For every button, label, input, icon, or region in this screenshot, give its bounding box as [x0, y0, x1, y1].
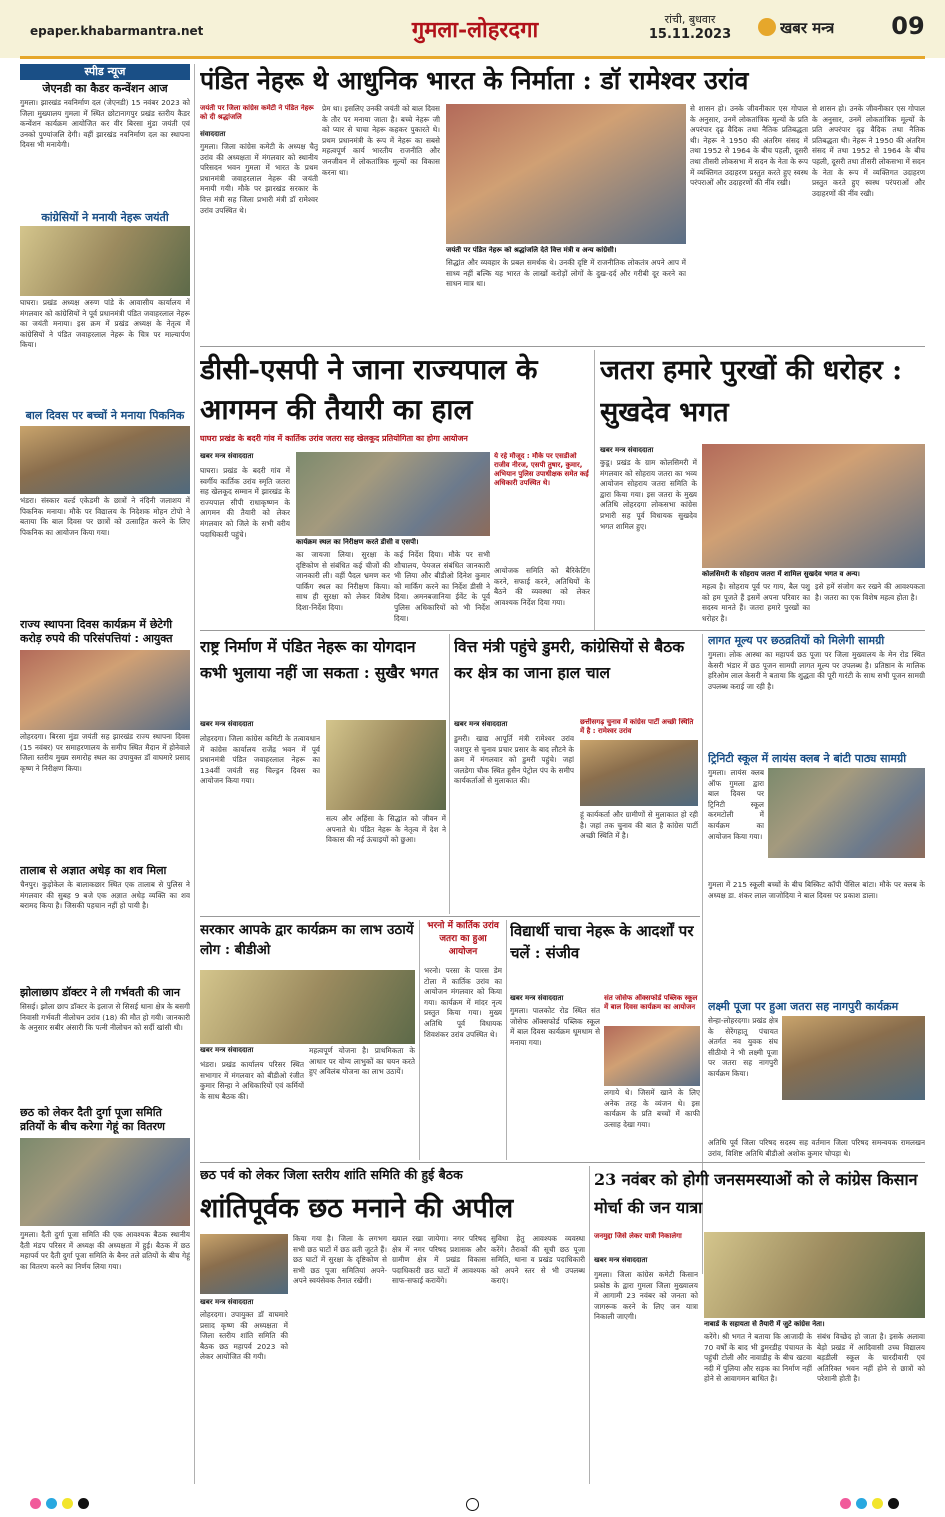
nehru2-byline: खबर मन्त्र संवाददाता: [200, 720, 254, 728]
jac-text: गुमला। झारखंड नवनिर्माण दल (जेएनडी) 15 नवंबर 2023 को जिला मुख्यालय गुमला में स्थित छोटानागपुर प्रखंड स्तरीय कैडर कन्वेंशन कार्यक्रम आयोजित कर वीर बिरसा मुंडा जयंती एवं उनको पुण्यांजलि देगी। वहीं झारखंड नवनिर्माण दल का स्थापना दिवस भी मनायेगी।: [20, 98, 190, 150]
peace-right-rule: [589, 1166, 590, 1484]
registration-dot-icon: [856, 1498, 867, 1509]
footer-registration-marks: [0, 1490, 945, 1517]
student-text-col1: गुमला। पालकोट रोड स्थित संत जोसेफ ऑक्सफोर्ड पब्लिक स्कूल में बाल दिवस कार्यक्रम धूमधाम से मनाया गया।: [510, 1006, 600, 1047]
congress-text: घाघरा। प्रखंड अध्यक्ष अरुण पांडे के आवासीय कार्यालय में मंगलवार को कांग्रेसियों ने पूर्व प्रधानमंत्री पंडित जवाहरलाल नेहरू का जयंती मनाया। इस क्रम में प्रखंड अध्यक्ष के नेतृत्व में कांग्रेसियों ने पंडित जवाहरलाल नेहरू के चित्र पर माल्यार्पण किया।: [20, 298, 190, 350]
dcsp-photo: [296, 452, 490, 536]
sarkar-text-col1: भंडरा। प्रखंड कार्यालय परिसर स्थित सभागार में मंगलवार को बीडीओ रंजीत कुमार सिन्हा ने अधिकारियों एवं कर्मियों के साथ बैठक की।: [200, 1060, 304, 1101]
cost-headline: लागत मूल्य पर छठव्रतियों को मिलेगी सामग्री: [708, 634, 885, 647]
sarkar-photo: [200, 970, 415, 1044]
speed-news-label: स्पीड न्यूज: [20, 64, 190, 80]
registration-dot-icon: [78, 1498, 89, 1509]
brand-logo-icon: [758, 18, 776, 36]
trinity-photo: [768, 768, 925, 858]
sarkar-right-rule: [419, 920, 420, 1160]
dcsp-side-caption: ये रहे मौजूद : मौके पर एसडीओ राजीव नीरज, एसपी तुषार, कुमार, अभियान पुलिस उपाधीक्षक समेत कई अधिकारी उपस्थित थे।: [494, 452, 589, 487]
jatra-photo: [702, 444, 925, 568]
mid-rule-2: [200, 916, 700, 917]
left-column: [20, 64, 190, 1484]
kisan-text-col2: करेंगे। श्री भगत ने बताया कि आजादी के 70 वर्षों के बाद भी डुमरडीह पंचायत के पहुंची टोली और नावाडीह के बीच खटवा नदी में पुलिया और सड़क का निर्माण नहीं होने से आवागमन बाधित है।: [704, 1332, 812, 1384]
lead-text-col2: प्रेम था। इसलिए उनकी जयंती को बाल दिवस के तौर पर मनाया जाता है। बच्चे नेहरू जी को प्यार से चाचा नेहरू कहकर पुकारते थे। प्रथम प्रधानमंत्री के रूप में नेहरू का सबसे महत्वपूर्ण कार्य भारतीय राजनीति और जनजीवन में लोकतांत्रिक मूल्यों का विकास करना था।: [322, 104, 440, 177]
left-column-rule: [194, 64, 195, 1484]
peace-text-col3: ख्याल रखा जायेगा। नगर परिषद क्षेत्र में नगर परिषद प्रशासक और ग्रामीण क्षेत्र में प्रखंड विकास पदाधिकारी छठ घाटों में आवश्यक साफ-सफाई करायेंगे।: [392, 1234, 486, 1286]
lakshmi-headline: लक्ष्मी पूजा पर हुआ जतरा सह नागपुरी कार्यक्रम: [708, 1000, 899, 1013]
chhath-left-text: गुमला। दैती दुर्गा पूजा समिति की एक आवश्यक बैठक स्थानीय दैती मंडप परिसर में अध्यक्ष की अध्यक्षता में हुई। बैठक में छठ महापर्व पर दैती दुर्गा पूजा समिति के बैनर तले व्रतियों के बीच गेहूं का वितरण करने का निर्णय लिया गया।: [20, 1230, 190, 1271]
pond-headline: तालाब से अज्ञात अधेड़ का शव मिला: [20, 864, 167, 877]
congress-photo: [20, 226, 190, 296]
state-photo: [20, 650, 190, 730]
date-location: [630, 12, 750, 42]
peace-text-col1: लोहरदगा। उपायुक्त डॉ वाघमारे प्रसाद कृष्ण की अध्यक्षता में जिला स्तरीय शांति समिति की बैठक छठ महापर्व 2023 को लेकर आयोजित की गयी।: [200, 1310, 288, 1362]
lead-text-col3: सिद्धांत और व्यवहार के प्रबल समर्थक थे। उनकी दृष्टि में राजनीतिक लोकतंत्र अपने आप में साध्य नहीं बल्कि यह भारत के लाखों करोड़ों लोगों के दुख-दर्द और गरीबी दूर करने का साधन मात्र था।: [446, 258, 686, 289]
lead-text-col1: गुमला। जिला कांग्रेस कमेटी के अध्यक्ष चैतू उरांव की अध्यक्षता में मंगलवार को स्थानीय परिसदन भवन गुमला में भारत के प्रथम प्रधानमंत्री जवाहरलाल नेहरू की जयंती मनायी गयी। मौके पर झारखंड सरकार के वित्त मंत्री सह जिला प्रभारी मंत्री डॉ रामेश्वर उरांव उपस्थित थे।: [200, 142, 318, 215]
sarkar-byline: खबर मन्त्र संवाददाता: [200, 1046, 254, 1054]
sarkar-text-col2: महत्वपूर्ण योजना है। प्राथमिकता के आधार पर योग्य लाभुकों का चयन करते हुए अविलंब योजना का लाभ उठायें।: [309, 1046, 415, 1077]
lead-subheadline: जयंती पर जिला कांग्रेस कमेटी ने पंडित नेहरू को दी श्रद्धांजलि: [200, 104, 314, 121]
lead-byline: संवाददाता: [200, 130, 226, 138]
registration-dot-icon: [62, 1498, 73, 1509]
sarkar-headline: सरकार आपके द्वार कार्यक्रम का लाभ उठायें लोग : बीडीओ: [200, 922, 414, 958]
peace-text-col2: किया गया है। जिला के लगभग सभी छठ घाटों में छठ व्रती जुटते हैं। छठ घाटों में सुरक्षा के दृष्टिकोण से सभी छठ पूजा समितियां अपने-अपने स्वयंसेवक तैनात रखेंगी।: [293, 1234, 387, 1286]
lakshmi-text-col2: अतिथि पूर्व जिला परिषद सदस्य सह वर्तमान जिला परिषद समन्वयक रामलखन उरांव, विशिष्ट अतिथि बीडीओ अशोक कुमार चोपड़ा थे।: [708, 1138, 925, 1158]
dcsp-headline: डीसी-एसपी ने जाना राज्यपाल के आगमन की तैयारी का हाल: [200, 353, 538, 426]
nehru2-text-col2: सत्य और अहिंसा के सिद्धांत को जीवन में अपनाते थे। पंडित नेहरू के नेतृत्व में देश ने विकास की नई ऊंचाइयों को छुआ।: [326, 814, 446, 845]
children-text: भंडरा। संस्कार वर्ल्ड एकेडमी के छात्रों ने नंदिनी जलाशय में पिकनिक मनाया। मौके पर विद्यालय के निदेशक मोहन टोपो ने बताया कि बाल दिवस पर छात्रों को उत्साहित करने के लिए पिकनिक का आयोजन किया गया।: [20, 496, 190, 537]
registration-dot-icon: [872, 1498, 883, 1509]
kisan-subheadline: जनमुद्दा जिसे लेकर यात्री निकालेगा: [594, 1232, 682, 1240]
jatra-text-col1: कुडू। प्रखंड के ग्राम कोलसिमरी में मंगलवार को सोहराय जतरा का भव्य आयोजन सोहराय जतरा समिति के द्वारा किया गया। इस जतरा के मुख्य अतिथि लोहरदगा लोकसभा कांग्रेस प्रभारी सह पूर्व विधायक सुखदेव भगत शामिल हुए।: [600, 458, 697, 531]
kisan-text-col3: संबंध विच्छेद हो जाता है। इसके अलावा बेड़ो प्रखंड में आदिवासी उच्च विद्यालय बड़डीली स्कूल के चारदीवारी एवं अतिरिक्त भवन नहीं होने से छात्रों को परेशानी होती है।: [817, 1332, 925, 1384]
finance-subheadline: छत्तीसगढ़ चुनाव में कांग्रेस पार्टी अच्छी स्थिति में है : रामेश्वर उरांव: [580, 718, 694, 735]
dcsp-strap: घाघरा प्रखंड के बदरी गांव में कार्तिक उरांव जतरा सह खेलकूद प्रतियोगिता का होगा आयोजन: [200, 434, 468, 443]
registration-dot-icon: [46, 1498, 57, 1509]
registration-dot-icon: [30, 1498, 41, 1509]
peace-headline: शांतिपूर्वक छठ मनाने की अपील: [200, 1193, 514, 1224]
children-kicker: बाल दिवस पर बच्चों ने मनाया पिकनिक: [20, 408, 190, 424]
dcsp-text-col3: कई निर्देश दिया। मौके पर सभी शौचालय, पेयजल संबंधित जानकारी भी लिया और बीडीओ दिनेश कुमार को मार्किंग करने का निर्देश डीसी ने दिया। अमनबजानिया ईवेंट के पूर्व पुलिस अधिकारियों को भी निर्देश दिया।: [394, 550, 490, 623]
nehru2-photo: [326, 720, 446, 810]
lead-photo-caption: जयंती पर पंडित नेहरू को श्रद्धांजलि देते वित्त मंत्री व अन्य कांग्रेसी।: [446, 246, 617, 254]
kisan-byline: खबर मन्त्र संवाददाता: [594, 1256, 648, 1264]
city-day: रांची, बुधवार: [664, 13, 716, 26]
finance-photo: [580, 740, 698, 806]
nehru2-text-col1: लोहरदगा। जिला कांग्रेस कमिटी के तत्वावधान में कांग्रेस कार्यालय राजेंद्र भवन में पूर्व प्रधानमंत्री पंडित जवाहरलाल नेहरू का 134वीं जयंती सह चिल्ड्रन दिवस का आयोजन किया गया।: [200, 734, 320, 786]
student-caption: संत जोसेफ ऑक्सफोर्ड पब्लिक स्कूल में बाल दिवस कार्यक्रम का आयोजन: [604, 994, 698, 1011]
kisan-photo: [704, 1232, 925, 1318]
lakshmi-text-col1: सेन्हा-लोहरदगा। प्रखंड क्षेत्र के सेरेंगहातू पंचायत अंतर्गत नव युवक संघ सीठीयो ने भी लक्ष्मी पूजा पर जतरा सह नागपुरी कार्यक्रम किया।: [708, 1016, 778, 1078]
lead-headline: पंडित नेहरू थे आधुनिक भारत के निर्माता : डॉ रामेश्वर उरांव: [200, 66, 749, 95]
jatra-headline: जतरा हमारे पुरखों की धरोहर : सुखदेव भगत: [600, 355, 903, 428]
finance-headline: वित्त मंत्री पहुंचे डुमरी, कांग्रेसियों से बैठक कर क्षेत्र का जाना हाल चाल: [454, 637, 685, 682]
peace-text-col4: सुविधा हेतु आवश्यक व्यवस्था करेंगे। तैराकों की सूची छठ पूजा समिति, थाना व प्रखंड पदाधिकारी को अपने स्तर से भी उपलब्ध कराएं।: [491, 1234, 585, 1286]
finance-text-col1: डुमरी। खाद्य आपूर्ति मंत्री रामेश्वर उरांव जशपुर से चुनाव प्रचार प्रसार के बाद लौटने के क्रम में मंगलवार को डुमरी पहुंचे। जहां जलडेगा चौक स्थित हुसैन पेट्रोल पंप के समीप कार्यकर्ताओं से मुलाकात की।: [454, 734, 574, 786]
finance-byline: खबर मन्त्र संवाददाता: [454, 720, 508, 728]
bharno-headline: भरनो में कार्तिक उरांव जतरा का हुआ आयोजन: [427, 921, 499, 957]
section-title: गुमला-लोहरदगा: [411, 17, 539, 43]
jac-headline: जेएनडी का कैडर कन्वेंशन आज: [42, 82, 168, 95]
header-rule: [20, 56, 925, 59]
dcsp-text-col2: का जायजा लिया। सुरक्षा के दृष्टिकोण से संबंधित कई चीजों की जानकारी ली। वहीं पैदल भ्रमण कर पार्किंग स्थल का निरीक्षण किया। साथ ही सुरक्षा को लेकर विशेष दिशा-निर्देश दिया।: [296, 550, 390, 612]
children-photo: [20, 426, 190, 494]
lead-photo: [446, 104, 686, 244]
trinity-text-col2: गुमला में 215 स्कूली बच्चों के बीच बिस्किट कॉपी पेंसिल बांटा। मौके पर क्लब के अध्यक्ष डा. शंकर लाल जाजोदिया ने बाल दिवस पर प्रकाश डाला।: [708, 880, 925, 900]
state-text: लोहरदगा। बिरसा मुंडा जयंती सह झारखंड राज्य स्थापना दिवस (15 नवंबर) पर समाहरणालय के समीप स्थित मैदान में होनेवाले जिला स्तरीय मुख्य समारोह स्थल का उपायुक्त डॉ वाघमारे प्रसाद कृष्ण ने निरीक्षण किया।: [20, 732, 190, 773]
brand-name: खबर मन्त्र: [780, 19, 835, 37]
mid-rule-1: [200, 630, 925, 631]
dcsp-side-text: आयोजक समिति को बैरिकेटिंग करने, सफाई करने, अतिथियों के बैठने की व्यवस्था को लेकर आवश्यक निर्देश दिया गया।: [494, 566, 590, 607]
lead-text-col5: से शासन हो। उनके जीवनीकार एस गोपाल के अनुसार, उनमें लोकतांत्रिक मूल्यों के प्रति अपरंपार दृढ़ वैदिक तथा नैतिक प्रतिबद्धता थी। नेहरू ने 1950 की अंतरिम संसद में तथा 1952 से 1964 के बीच पहली, दूसरी तथा तीसरी लोकसभा में सदन के नेता के रूप में व्यक्तिगत उदाहरण प्रस्तुत करते हुए स्वस्थ परंपराओं और उदाहरणों की नींव रखी।: [812, 104, 925, 198]
doctor-text: सिसई। झोला छाप डॉक्टर के इलाज से सिसई थाना क्षेत्र के बसगी निवासी गर्भवती नीलोचन उरांव (18) की मौत हो गयी। जानकारी के अनुसार सबीर अंसारी कि पत्नी नीलोचन को सर्दी खांसी थी।: [20, 1002, 190, 1033]
student-photo: [604, 1026, 700, 1086]
finance-text-col2: हूं कार्यकर्ता और ग्रामीणों से मुलाकात हो रही है। जहां तक चुनाव की बात है कांग्रेस पार्टी अच्छी स्थिति में है।: [580, 810, 698, 841]
registration-dot-icon: [466, 1498, 479, 1511]
lead-bottom-rule: [200, 346, 925, 347]
mid-rule-3: [200, 1162, 925, 1163]
page-number: 09: [891, 12, 925, 40]
chhath-left-photo: [20, 1138, 190, 1226]
dcsp-photo-caption: कार्यक्रम स्थल का निरीक्षण करते डीसी व एसपी।: [296, 538, 419, 546]
jatra-byline: खबर मन्त्र संवाददाता: [600, 446, 654, 454]
dcsp-byline: खबर मन्त्र संवाददाता: [200, 452, 254, 460]
congress-kicker: कांग्रेसियों ने मनायी नेहरू जयंती: [20, 210, 190, 226]
bharno-text: भरनो। परसा के पारस डेम टोला में कार्तिक उरांव का आयोजन मंगलवार को किया गया। कार्यक्रम में मांदर नृत्य प्रस्तुत किया गया। मुख्य अतिथि पूर्व विधायक शिवशंकर उरांव उपस्थित थे।: [424, 966, 502, 1039]
nehru2-right-rule: [449, 634, 450, 914]
doctor-headline: झोलाछाप डॉक्टर ने ली गर्भवती की जान: [20, 986, 181, 999]
peace-strap: छठ पर्व को लेकर जिला स्तरीय शांति समिति की हुई बैठक: [200, 1167, 463, 1182]
jatra-text-col2: महत्व है। सोहराय पूर्व पर गाय, बैल पशु को हम पूजते हैं इसमें अपना परिवार का सदस्य मानते हैं। जतरा हमारे पुरखों का धरोहर है।: [702, 582, 810, 623]
trinity-text-col1: गुमला। लायंस क्लब ऑफ गुमला द्वारा बाल दिवस पर ट्रिनिटी स्कूल करमटोली में कार्यक्रम का आयोजन किया गया।: [708, 768, 764, 841]
cost-text: गुमला। लोक आस्था का महापर्व छठ पूजा पर जिला मुख्यालय के मेन रोड स्थित केसरी भंडार में छठ पूजन सामग्री लागत मूल्य पर उपलब्ध है। प्रतिष्ठान के मालिक हरिओम लाल केसरी ने बताया कि शुद्धता की पूरी गारंटी के साथ सभी पूजन सामग्री उपलब्ध कराई जा रही है।: [708, 650, 925, 691]
trinity-headline: ट्रिनिटी स्कूल में लायंस क्लब ने बांटी पाठ्य सामग्री: [708, 752, 907, 765]
nehru2-headline: राष्ट्र निर्माण में पंडित नेहरू का योगदान कभी भुलाया नहीं जा सकता : सुखैर भगत: [200, 637, 439, 682]
dcsp-text-col1: घाघरा। प्रखंड के बदरी गांव में स्वर्गीय कार्तिक उरांव स्मृति जतरा सह खेलकूद सम्मान में झारखंड के राज्यपाल सीपी राधाकृष्णन के आगमन की तैयारी को लेकर मंगलवार को जिले के सभी वरीय पदाधिकारी पहुंचे।: [200, 466, 290, 539]
kisan-headline: 23 नवंबर को होगी जनसमस्याओं को ले कांग्रेस किसान मोर्चा की जन यात्रा: [594, 1170, 918, 1217]
peace-byline: खबर मन्त्र संवाददाता: [200, 1298, 254, 1306]
chhath-left-headline: छठ को लेकर दैती दुर्गा पूजा समिति व्रतियों के बीच करेगा गेहूं का वितरण: [20, 1106, 166, 1133]
jatra-text-col3: इसे हमें संजोग कर रखने की आवश्यकता है। जतरा का एक विशेष महत्व होता है।: [815, 582, 925, 602]
kisan-photo-caption: नाबार्ड के सहायता से तैयारी में जुटे कांग्रेस नेता।: [704, 1320, 825, 1328]
peace-photo: [200, 1234, 288, 1294]
student-headline: विद्यार्थी चाचा नेहरू के आदर्शों पर चलें : संजीव: [510, 922, 694, 962]
pond-text: चैनपुर। कुड़ोकेल के बालाकछार स्थित एक तालाब से पुलिस ने मंगलवार की सुबह 9 बजे एक अज्ञात अधेड़ व्यक्ति का शव बरामद किया है। जिसकी पहचान नहीं हो पायी है।: [20, 880, 190, 911]
registration-dot-icon: [888, 1498, 899, 1509]
registration-dot-icon: [840, 1498, 851, 1509]
issue-date: 15.11.2023: [648, 27, 732, 42]
bharno-right-rule: [506, 920, 507, 1160]
student-text-col2: लगाये थे। जिसमें खाने के लिए अनेक तरह के व्यंजन थे। इस कार्यक्रम के प्रति बच्चों में काफी उत्साह देखा गया।: [604, 1088, 700, 1129]
state-kicker: राज्य स्थापना दिवस कार्यक्रम में छेटेगी करोड़ रुपये की परिसंपत्तियां : आयुक्त: [20, 618, 173, 645]
masthead: [0, 0, 945, 58]
kisan-text-col1: गुमला। जिला कांग्रेस कमेटी किसान प्रकोष्ठ के द्वारा गुमला जिला मुख्यालय में आगामी 23 नवंबर को जनता को जागरूक करने के लिए जन यात्रा निकाली जाएगी।: [594, 1270, 698, 1322]
dcsp-right-rule: [594, 350, 595, 630]
lead-text-col4: से शासन हो। उनके जीवनीकार एस गोपाल के अनुसार, उनमें लोकतांत्रिक मूल्यों के प्रति अपरंपार दृढ़ वैदिक तथा नैतिक प्रतिबद्धता थी। नेहरू ने 1950 की अंतरिम संसद में तथा 1952 से 1964 के बीच पहली, दूसरी तथा तीसरी लोकसभा में सदन के नेता के रूप में व्यक्तिगत उदाहरण प्रस्तुत करते हुए स्वस्थ परंपराओं और उदाहरणों की नींव रखी।: [690, 104, 808, 188]
lakshmi-photo: [782, 1016, 925, 1100]
student-byline: खबर मन्त्र संवाददाता: [510, 994, 564, 1002]
jatra-photo-caption: कोलसिमरी के सोहराय जतरा में शामिल सुखदेव भगत व अन्य।: [702, 570, 860, 578]
epaper-url[interactable]: epaper.khabarmantra.net: [30, 24, 204, 38]
